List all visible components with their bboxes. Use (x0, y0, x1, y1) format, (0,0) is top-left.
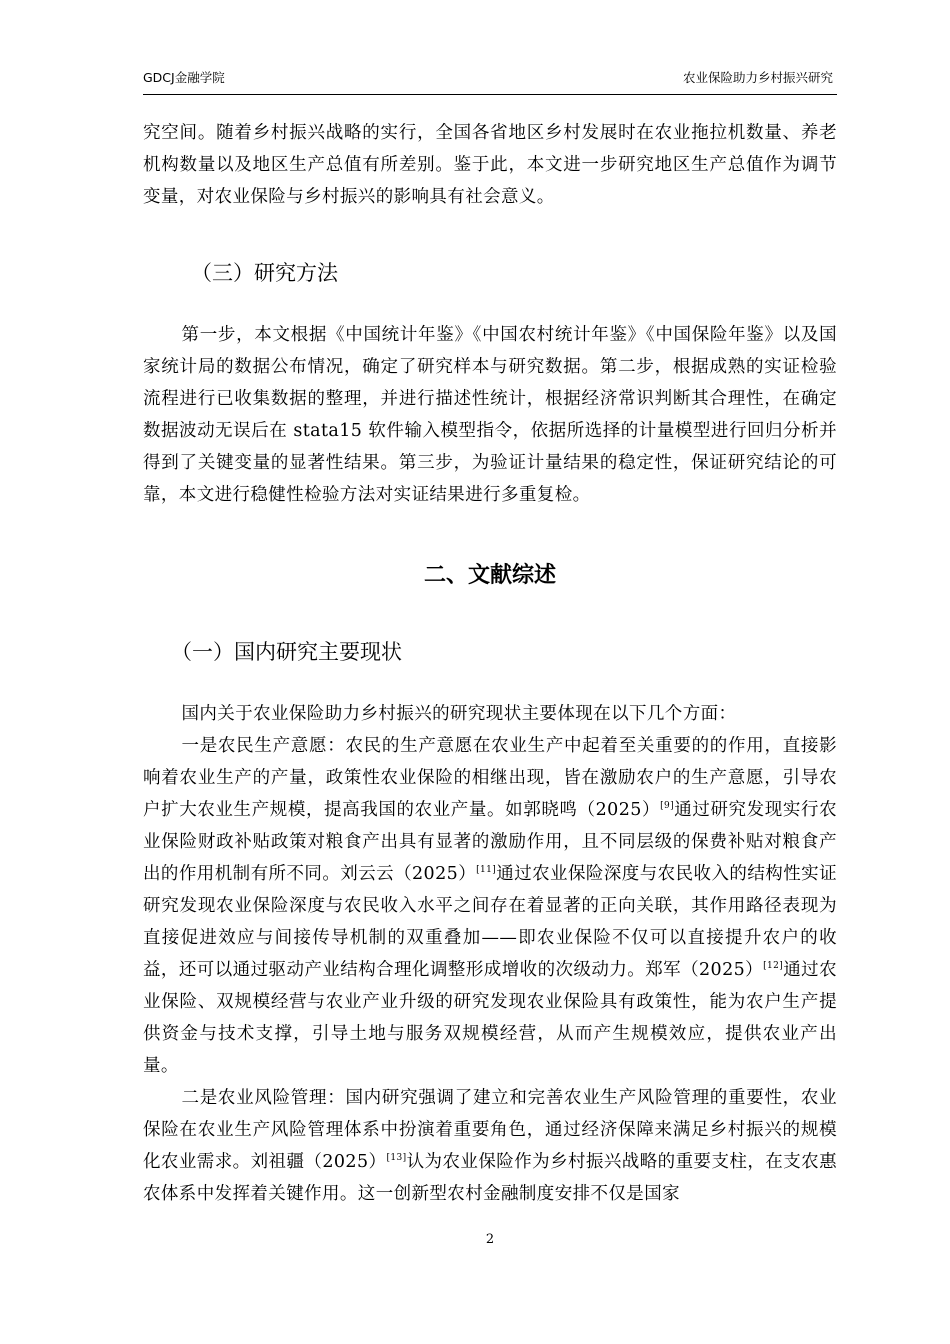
citation-ref: [11] (476, 865, 497, 875)
text-segment: 二是农业风险管理：国内研究强调了建立和完善农业生产风险管理的重要性，农业保险在农业生产风险管理体系中扮演着重要角色，通过经济保障来满足乡村振兴的规模化农业需求。刘祖疆（2025） (143, 1088, 837, 1172)
text-segment: 通过农业保险、双规模经营与农业产业升级的研究发现农业保险具有政策性，能为农户生产提供资金与技术支撑，引导土地与服务双规模经营，从而产生规模效应，提供农业产出量。 (143, 960, 837, 1076)
page-number: 2 (485, 1232, 495, 1247)
heading-literature-review: 二、文献综述 (423, 563, 556, 588)
text-segment: 认为农业保险作为乡村振兴战略的重要支柱，在支农惠农体系中发挥着关键作用。这一创新型农村金融制度安排不仅是国家 (143, 1152, 837, 1204)
paragraph-research-steps: 第一步，本文根据《中国统计年鉴》《中国农村统计年鉴》《中国保险年鉴》以及国家统计局的数据公布情况，确定了研究样本与研究数据。第二步，根据成熟的实证检验流程进行已收集数据的整理，并进行描述性统计，根据经济常识判断其合理性，在确定数据波动无误后在 stata15 软件输入模型指令，依据所选择的计量模型进行回归分析并得到了关键变量的显著性结果。第三步，为验证计量结果的稳定性，保证研究结论的可靠，本文进行稳健性检验方法对实证结果进行多重复检。 (143, 325, 837, 505)
text-segment: 通过农业保险深度与农民收入的结构性实证研究发现农业保险深度与农民收入水平之间存在着显著的正向关联，其作用路径表现为直接促进效应与间接传导机制的双重叠加——即农业保险不仅可以直接提升农户的收益，还可以通过驱动产业结构合理化调整形成增收的次级动力。郑军（2025） (143, 864, 837, 980)
page-content (143, 117, 837, 1210)
citation-ref: [13] (386, 1153, 407, 1163)
header-school-name: GDCJ金融学院 (143, 70, 225, 85)
paragraph-research-significance: 究空间。随着乡村振兴战略的实行，全国各省地区乡村发展时在农业拖拉机数量、养老机构数量以及地区生产总值有所差别。鉴于此，本文进一步研究地区生产总值作为调节变量，对农业保险与乡村振兴的影响具有社会意义。 (143, 123, 837, 207)
text-segment: 通过研究发现实行农业保险财政补贴政策对粮食产出具有显著的激励作用，且不同层级的保费补贴对粮食产出的作用机制有所不同。刘云云（2025） (143, 800, 837, 884)
header-paper-title: 农业保险助力乡村振兴研究 (682, 70, 833, 85)
text-segment: 一是农民生产意愿：农民的生产意愿在农业生产中起着至关重要的的作用，直接影响着农业生产的产量，政策性农业保险的相继出现，皆在激励农户的生产意愿，引导农户扩大农业生产规模，提高我国的农业产量。如郭晓鸣（2025） (143, 736, 837, 820)
paragraph-domestic-intro: 国内关于农业保险助力乡村振兴的研究现状主要体现在以下几个方面： (181, 704, 737, 724)
header-divider (143, 94, 837, 95)
citation-ref: [12] (763, 961, 784, 971)
paragraph-risk-management (143, 1082, 837, 1210)
heading-domestic-research: （一）国内研究主要现状 (171, 640, 402, 664)
paragraph-farmer-willingness (143, 730, 837, 1082)
heading-research-methods: （三）研究方法 (191, 261, 338, 285)
citation-ref: [9] (660, 801, 675, 811)
